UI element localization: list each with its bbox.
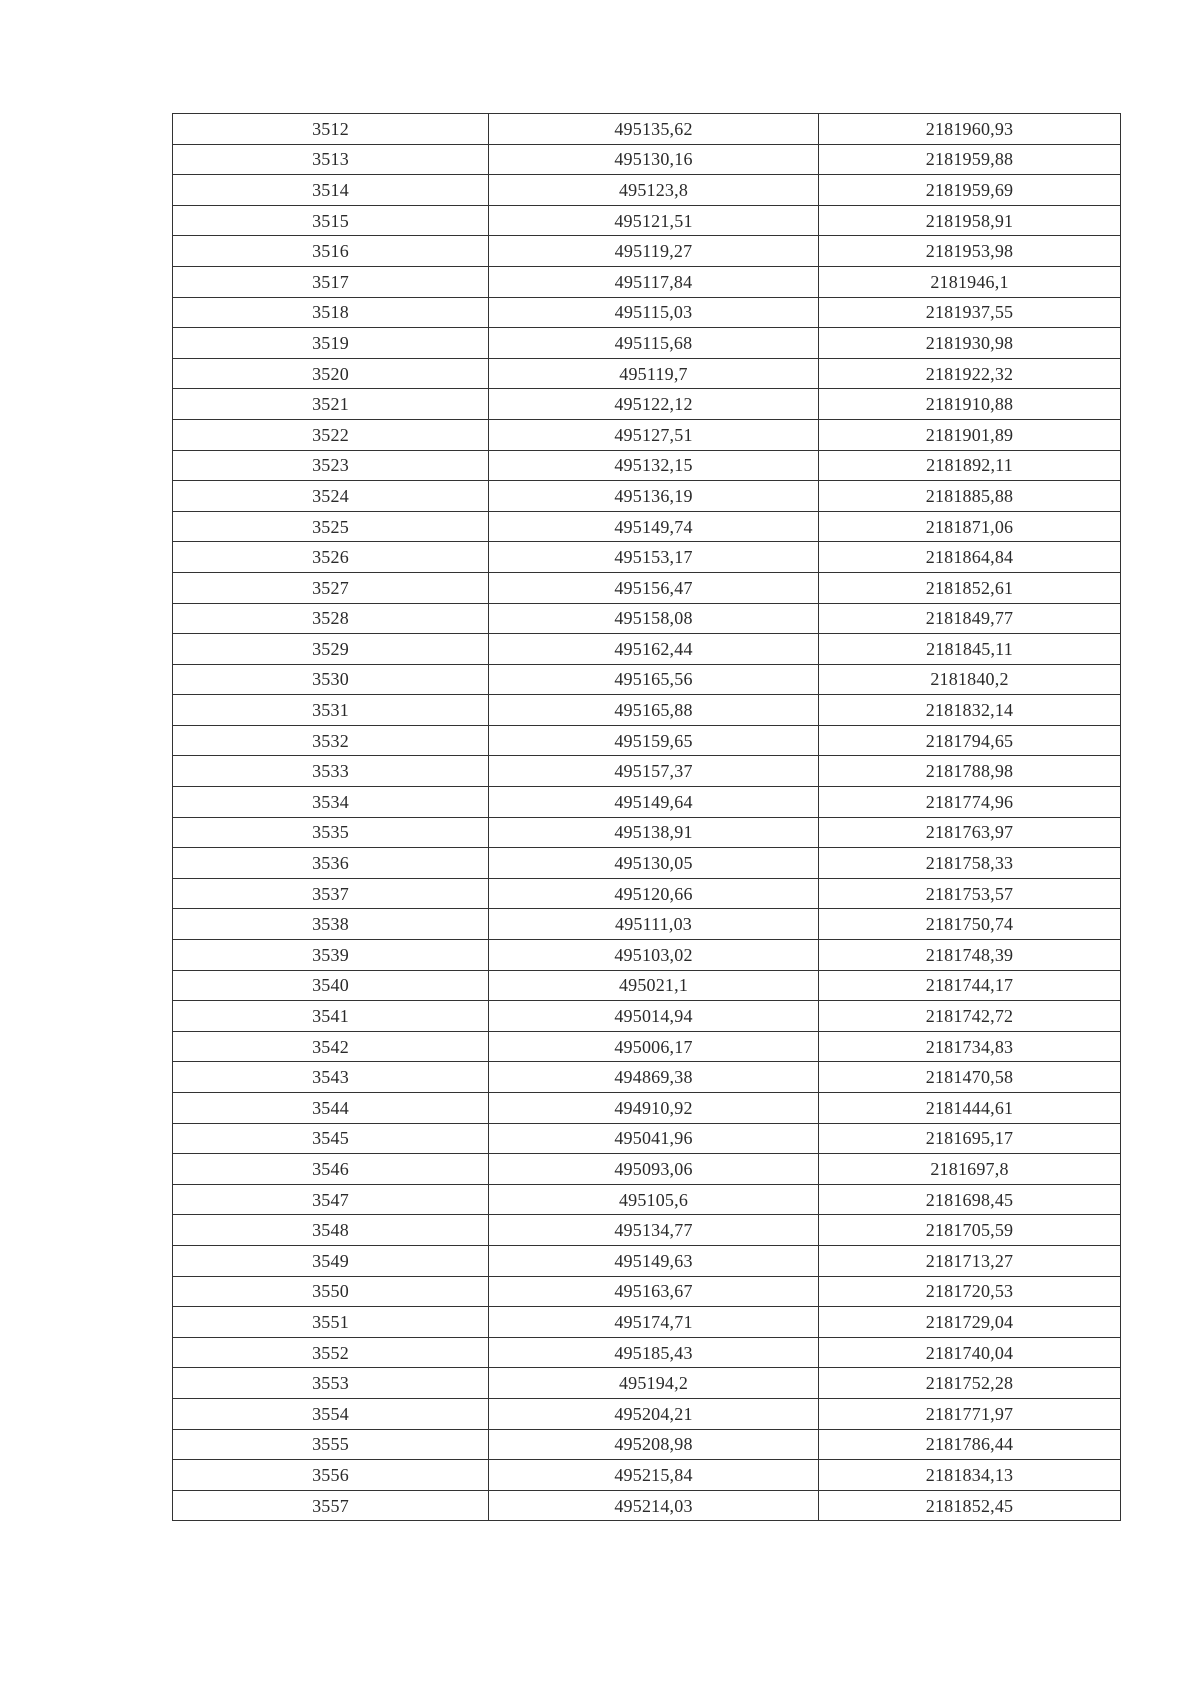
x-coordinate-cell: 495136,19 [489,481,819,512]
point-number-cell: 3528 [173,603,489,634]
x-coordinate-cell: 495157,37 [489,756,819,787]
y-coordinate-cell: 2181832,14 [819,695,1121,726]
table-row [173,542,1121,573]
point-number-cell: 3545 [173,1123,489,1154]
table-row [173,175,1121,206]
point-number-cell: 3524 [173,481,489,512]
table-row [173,756,1121,787]
point-number-cell: 3532 [173,725,489,756]
x-coordinate-cell: 495149,64 [489,787,819,818]
point-number-cell: 3553 [173,1368,489,1399]
x-coordinate-cell: 495138,91 [489,817,819,848]
table-row [173,1031,1121,1062]
y-coordinate-cell: 2181786,44 [819,1429,1121,1460]
x-coordinate-cell: 495111,03 [489,909,819,940]
y-coordinate-cell: 2181958,91 [819,205,1121,236]
point-number-cell: 3548 [173,1215,489,1246]
table-row [173,1001,1121,1032]
point-number-cell: 3520 [173,358,489,389]
point-number-cell: 3556 [173,1460,489,1491]
x-coordinate-cell: 495214,03 [489,1490,819,1521]
table-row [173,419,1121,450]
y-coordinate-cell: 2181849,77 [819,603,1121,634]
y-coordinate-cell: 2181960,93 [819,114,1121,145]
table-row [173,909,1121,940]
y-coordinate-cell: 2181758,33 [819,848,1121,879]
x-coordinate-cell: 495119,7 [489,358,819,389]
table-row [173,970,1121,1001]
point-number-cell: 3535 [173,817,489,848]
table-row [173,511,1121,542]
y-coordinate-cell: 2181959,69 [819,175,1121,206]
y-coordinate-cell: 2181720,53 [819,1276,1121,1307]
table-row [173,1184,1121,1215]
y-coordinate-cell: 2181892,11 [819,450,1121,481]
x-coordinate-cell: 495132,15 [489,450,819,481]
y-coordinate-cell: 2181744,17 [819,970,1121,1001]
point-number-cell: 3514 [173,175,489,206]
x-coordinate-cell: 495208,98 [489,1429,819,1460]
x-coordinate-cell: 495149,63 [489,1245,819,1276]
x-coordinate-cell: 495204,21 [489,1398,819,1429]
point-number-cell: 3518 [173,297,489,328]
point-number-cell: 3540 [173,970,489,1001]
table-row [173,725,1121,756]
x-coordinate-cell: 495117,84 [489,266,819,297]
table-row [173,266,1121,297]
x-coordinate-cell: 495215,84 [489,1460,819,1491]
table-row [173,297,1121,328]
point-number-cell: 3533 [173,756,489,787]
table-row [173,603,1121,634]
x-coordinate-cell: 495134,77 [489,1215,819,1246]
y-coordinate-cell: 2181740,04 [819,1337,1121,1368]
table-row [173,328,1121,359]
x-coordinate-cell: 495194,2 [489,1368,819,1399]
x-coordinate-cell: 495174,71 [489,1307,819,1338]
y-coordinate-cell: 2181788,98 [819,756,1121,787]
table-row [173,1368,1121,1399]
y-coordinate-cell: 2181930,98 [819,328,1121,359]
y-coordinate-cell: 2181698,45 [819,1184,1121,1215]
y-coordinate-cell: 2181845,11 [819,634,1121,665]
point-number-cell: 3538 [173,909,489,940]
table-row [173,695,1121,726]
y-coordinate-cell: 2181750,74 [819,909,1121,940]
table-row [173,1307,1121,1338]
table-row [173,940,1121,971]
table-row [173,1154,1121,1185]
point-number-cell: 3542 [173,1031,489,1062]
y-coordinate-cell: 2181697,8 [819,1154,1121,1185]
table-row [173,1460,1121,1491]
y-coordinate-cell: 2181864,84 [819,542,1121,573]
x-coordinate-cell: 495162,44 [489,634,819,665]
point-number-cell: 3516 [173,236,489,267]
y-coordinate-cell: 2181959,88 [819,144,1121,175]
x-coordinate-cell: 495103,02 [489,940,819,971]
table-row [173,664,1121,695]
y-coordinate-cell: 2181729,04 [819,1307,1121,1338]
point-number-cell: 3522 [173,419,489,450]
point-number-cell: 3544 [173,1093,489,1124]
x-coordinate-cell: 495041,96 [489,1123,819,1154]
point-number-cell: 3512 [173,114,489,145]
point-number-cell: 3519 [173,328,489,359]
x-coordinate-cell: 494869,38 [489,1062,819,1093]
y-coordinate-cell: 2181937,55 [819,297,1121,328]
table-row [173,358,1121,389]
coordinates-table-body [173,114,1121,1521]
point-number-cell: 3513 [173,144,489,175]
table-row [173,1337,1121,1368]
table-row [173,1123,1121,1154]
point-number-cell: 3555 [173,1429,489,1460]
y-coordinate-cell: 2181752,28 [819,1368,1121,1399]
table-row [173,848,1121,879]
y-coordinate-cell: 2181444,61 [819,1093,1121,1124]
table-row [173,205,1121,236]
x-coordinate-cell: 495130,16 [489,144,819,175]
point-number-cell: 3531 [173,695,489,726]
table-row [173,481,1121,512]
y-coordinate-cell: 2181470,58 [819,1062,1121,1093]
table-row [173,634,1121,665]
table-row [173,1093,1121,1124]
y-coordinate-cell: 2181705,59 [819,1215,1121,1246]
y-coordinate-cell: 2181834,13 [819,1460,1121,1491]
point-number-cell: 3543 [173,1062,489,1093]
x-coordinate-cell: 495130,05 [489,848,819,879]
x-coordinate-cell: 495158,08 [489,603,819,634]
y-coordinate-cell: 2181695,17 [819,1123,1121,1154]
x-coordinate-cell: 495006,17 [489,1031,819,1062]
y-coordinate-cell: 2181774,96 [819,787,1121,818]
x-coordinate-cell: 495153,17 [489,542,819,573]
x-coordinate-cell: 495021,1 [489,970,819,1001]
x-coordinate-cell: 495122,12 [489,389,819,420]
table-row [173,572,1121,603]
y-coordinate-cell: 2181753,57 [819,878,1121,909]
table-row [173,1429,1121,1460]
point-number-cell: 3517 [173,266,489,297]
x-coordinate-cell: 494910,92 [489,1093,819,1124]
point-number-cell: 3551 [173,1307,489,1338]
table-row [173,817,1121,848]
y-coordinate-cell: 2181871,06 [819,511,1121,542]
y-coordinate-cell: 2181763,97 [819,817,1121,848]
y-coordinate-cell: 2181852,45 [819,1490,1121,1521]
point-number-cell: 3523 [173,450,489,481]
table-row [173,1245,1121,1276]
point-number-cell: 3546 [173,1154,489,1185]
table-row [173,1276,1121,1307]
table-row [173,389,1121,420]
point-number-cell: 3550 [173,1276,489,1307]
point-number-cell: 3534 [173,787,489,818]
point-number-cell: 3525 [173,511,489,542]
point-number-cell: 3530 [173,664,489,695]
point-number-cell: 3526 [173,542,489,573]
y-coordinate-cell: 2181742,72 [819,1001,1121,1032]
y-coordinate-cell: 2181771,97 [819,1398,1121,1429]
table-row [173,1398,1121,1429]
x-coordinate-cell: 495014,94 [489,1001,819,1032]
y-coordinate-cell: 2181922,32 [819,358,1121,389]
table-row [173,144,1121,175]
y-coordinate-cell: 2181713,27 [819,1245,1121,1276]
x-coordinate-cell: 495135,62 [489,114,819,145]
table-row [173,236,1121,267]
coordinates-table [172,113,1121,1521]
x-coordinate-cell: 495165,88 [489,695,819,726]
table-row [173,787,1121,818]
y-coordinate-cell: 2181840,2 [819,664,1121,695]
x-coordinate-cell: 495120,66 [489,878,819,909]
y-coordinate-cell: 2181901,89 [819,419,1121,450]
point-number-cell: 3547 [173,1184,489,1215]
point-number-cell: 3549 [173,1245,489,1276]
x-coordinate-cell: 495121,51 [489,205,819,236]
x-coordinate-cell: 495105,6 [489,1184,819,1215]
table-row [173,450,1121,481]
y-coordinate-cell: 2181794,65 [819,725,1121,756]
point-number-cell: 3529 [173,634,489,665]
x-coordinate-cell: 495127,51 [489,419,819,450]
x-coordinate-cell: 495165,56 [489,664,819,695]
x-coordinate-cell: 495115,68 [489,328,819,359]
table-row [173,1215,1121,1246]
point-number-cell: 3557 [173,1490,489,1521]
y-coordinate-cell: 2181885,88 [819,481,1121,512]
y-coordinate-cell: 2181852,61 [819,572,1121,603]
x-coordinate-cell: 495093,06 [489,1154,819,1185]
point-number-cell: 3521 [173,389,489,420]
y-coordinate-cell: 2181910,88 [819,389,1121,420]
x-coordinate-cell: 495163,67 [489,1276,819,1307]
point-number-cell: 3539 [173,940,489,971]
point-number-cell: 3527 [173,572,489,603]
x-coordinate-cell: 495149,74 [489,511,819,542]
y-coordinate-cell: 2181748,39 [819,940,1121,971]
point-number-cell: 3537 [173,878,489,909]
x-coordinate-cell: 495119,27 [489,236,819,267]
point-number-cell: 3515 [173,205,489,236]
table-row [173,114,1121,145]
x-coordinate-cell: 495115,03 [489,297,819,328]
x-coordinate-cell: 495156,47 [489,572,819,603]
table-row [173,1490,1121,1521]
point-number-cell: 3536 [173,848,489,879]
table-row [173,1062,1121,1093]
table-row [173,878,1121,909]
y-coordinate-cell: 2181734,83 [819,1031,1121,1062]
x-coordinate-cell: 495185,43 [489,1337,819,1368]
y-coordinate-cell: 2181946,1 [819,266,1121,297]
point-number-cell: 3541 [173,1001,489,1032]
x-coordinate-cell: 495123,8 [489,175,819,206]
x-coordinate-cell: 495159,65 [489,725,819,756]
point-number-cell: 3552 [173,1337,489,1368]
point-number-cell: 3554 [173,1398,489,1429]
y-coordinate-cell: 2181953,98 [819,236,1121,267]
